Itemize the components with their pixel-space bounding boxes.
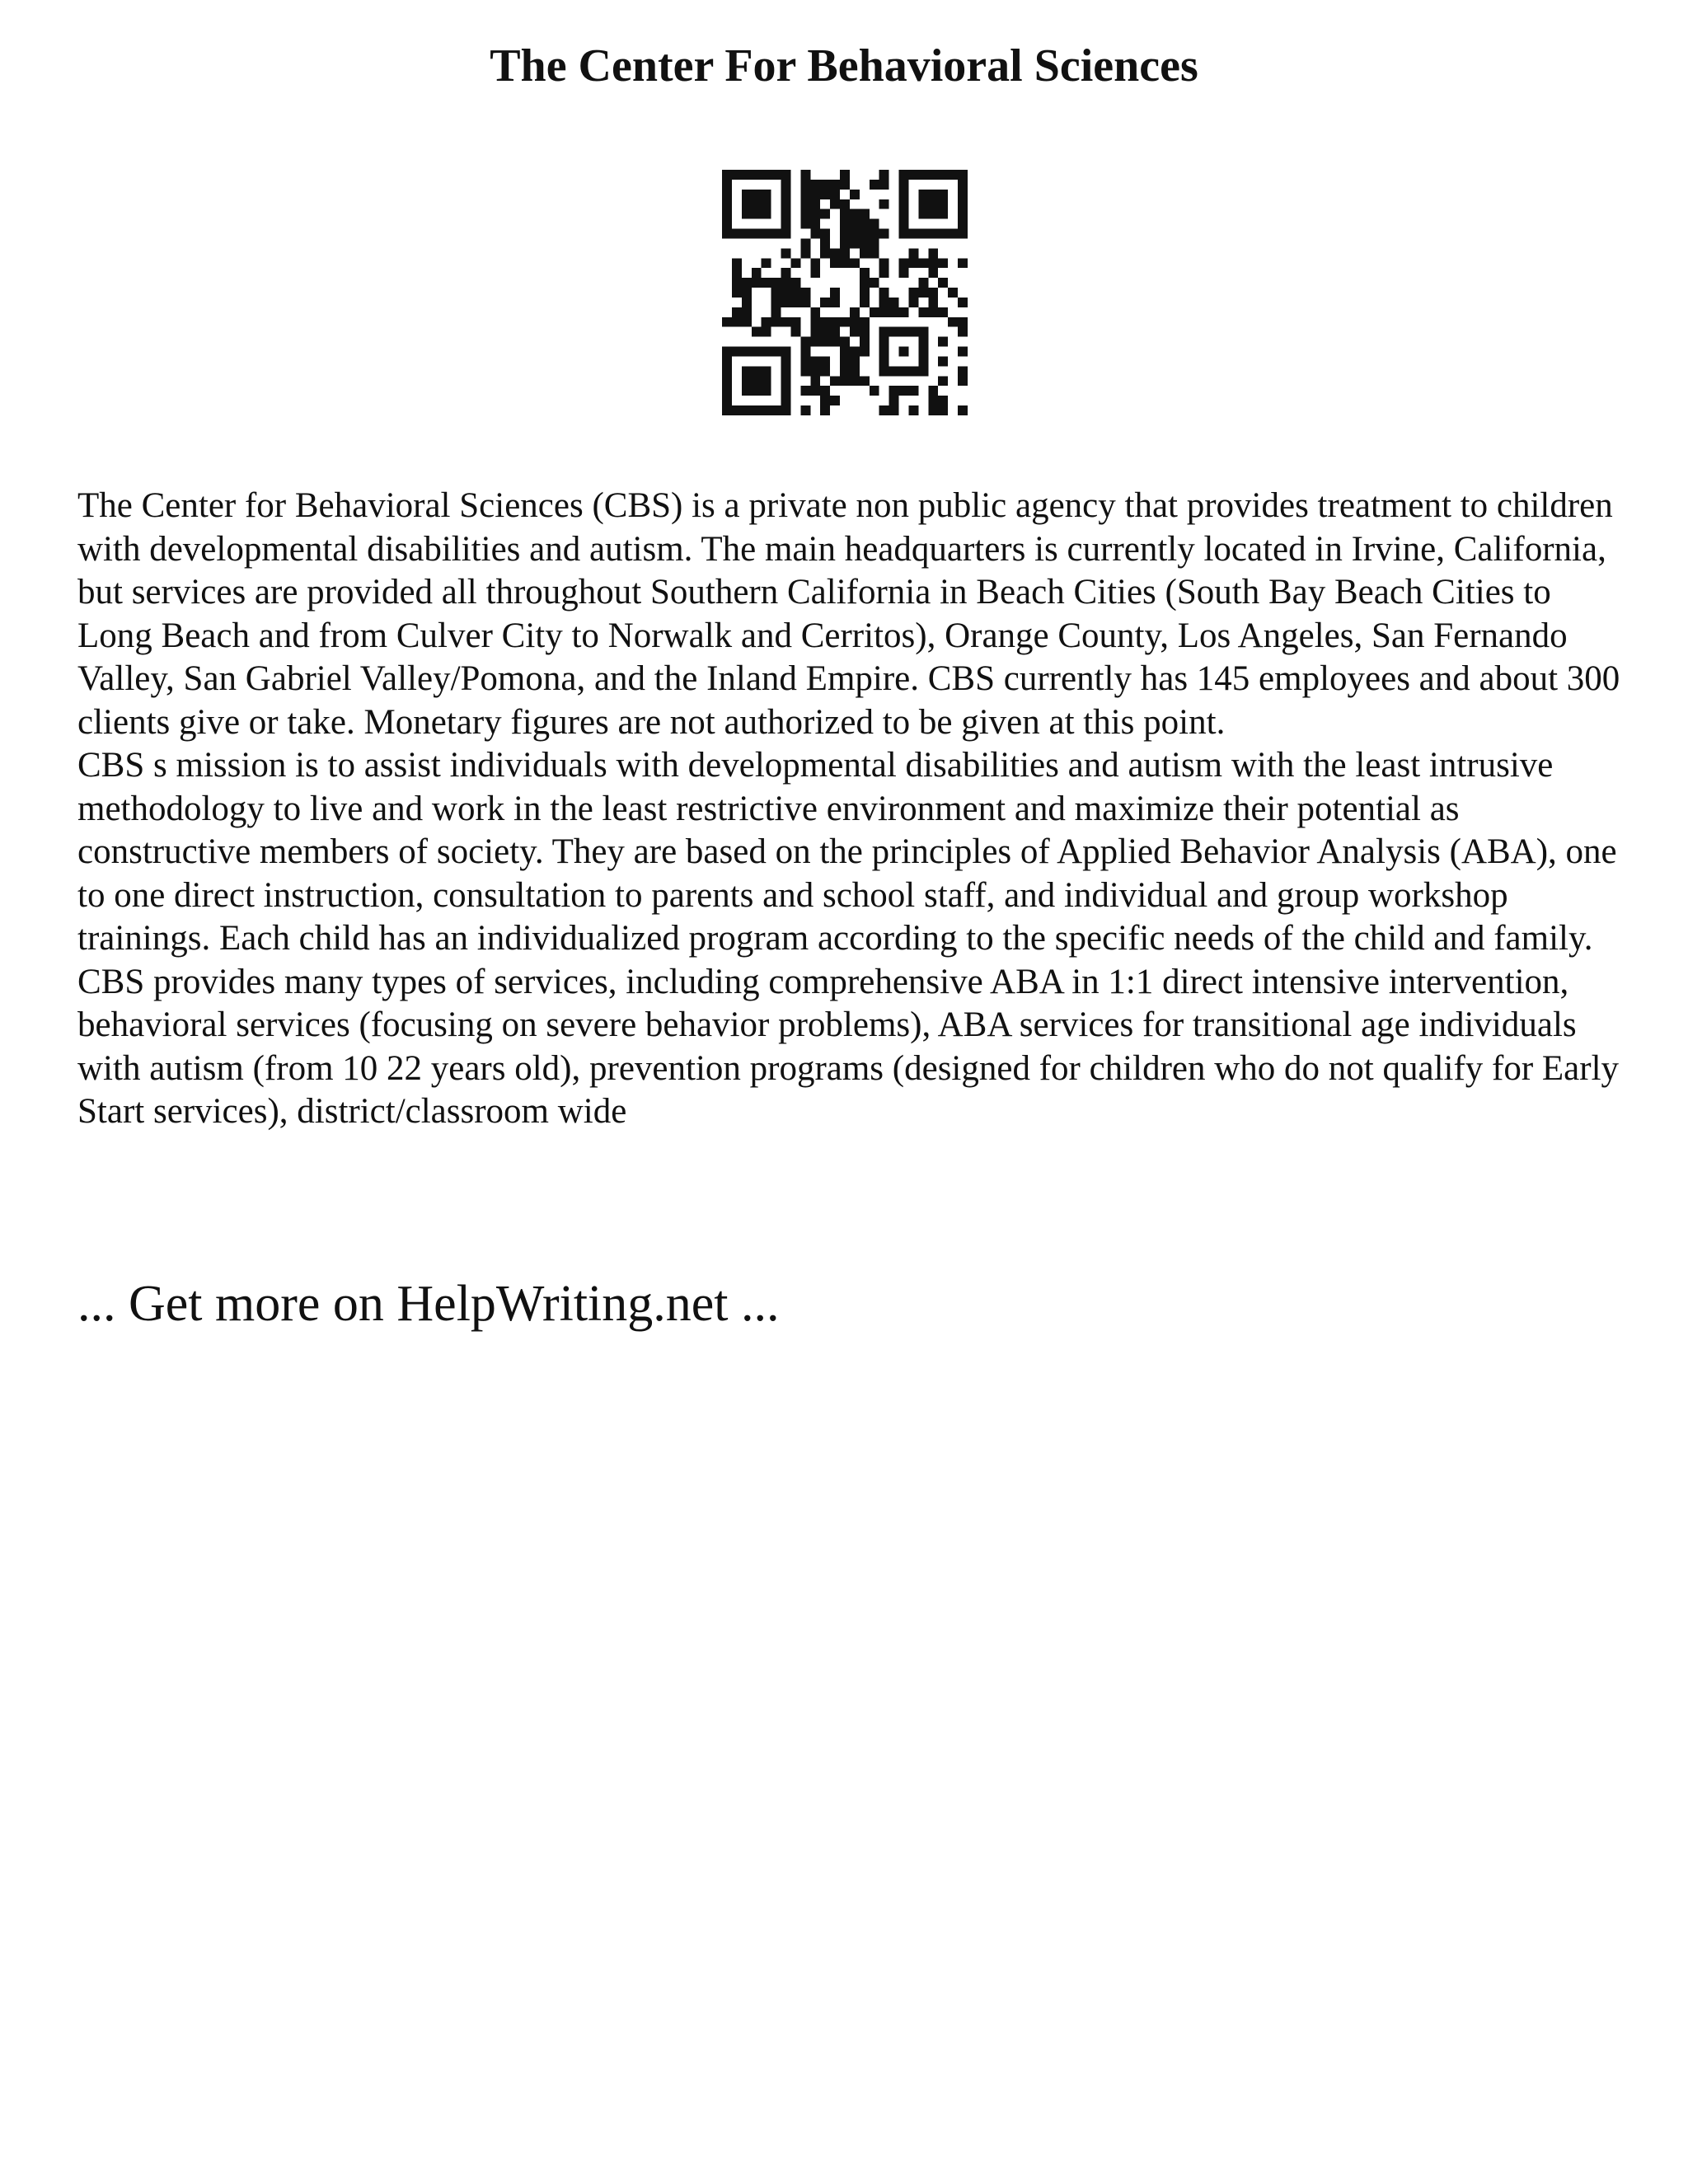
qr-module bbox=[810, 180, 820, 190]
qr-module bbox=[762, 278, 771, 288]
qr-module bbox=[879, 170, 889, 180]
qr-module bbox=[879, 288, 889, 298]
qr-module bbox=[870, 248, 879, 258]
qr-finder-pattern bbox=[899, 229, 968, 239]
qr-finder-pattern bbox=[722, 229, 790, 239]
qr-module bbox=[860, 337, 870, 347]
qr-finder-pattern bbox=[742, 190, 771, 219]
get-more-link[interactable]: ... Get more on HelpWriting.net ... bbox=[77, 1276, 780, 1332]
qr-module bbox=[820, 356, 830, 366]
qr-module bbox=[810, 376, 820, 386]
qr-module bbox=[860, 268, 870, 278]
qr-module bbox=[800, 386, 810, 396]
qr-module bbox=[860, 317, 870, 327]
qr-module bbox=[879, 180, 889, 190]
qr-module bbox=[840, 229, 850, 239]
qr-module bbox=[908, 405, 918, 415]
qr-module bbox=[742, 307, 752, 317]
qr-finder-pattern bbox=[781, 347, 791, 415]
qr-module bbox=[742, 317, 752, 327]
qr-module bbox=[800, 298, 810, 307]
qr-module bbox=[899, 307, 909, 317]
qr-module bbox=[958, 258, 968, 268]
qr-module bbox=[762, 327, 771, 337]
qr-module bbox=[918, 307, 928, 317]
qr-module bbox=[918, 258, 928, 268]
qr-module bbox=[810, 229, 820, 239]
qr-module bbox=[879, 405, 889, 415]
qr-module bbox=[762, 317, 771, 327]
qr-module bbox=[820, 180, 830, 190]
qr-module bbox=[840, 170, 850, 180]
qr-module bbox=[722, 317, 732, 327]
qr-module bbox=[870, 307, 879, 317]
qr-module bbox=[820, 386, 830, 396]
qr-module bbox=[781, 298, 791, 307]
qr-module bbox=[810, 307, 820, 317]
qr-module bbox=[840, 258, 850, 268]
qr-module bbox=[820, 248, 830, 258]
qr-finder-pattern bbox=[899, 170, 968, 180]
qr-module bbox=[840, 199, 850, 209]
qr-module bbox=[820, 238, 830, 248]
qr-module bbox=[732, 288, 742, 298]
qr-module bbox=[781, 288, 791, 298]
qr-module bbox=[958, 347, 968, 357]
qr-module bbox=[958, 376, 968, 386]
qr-module bbox=[928, 405, 938, 415]
qr-module bbox=[840, 376, 850, 386]
qr-module bbox=[850, 229, 860, 239]
qr-module bbox=[850, 219, 860, 229]
qr-alignment-pattern bbox=[879, 327, 889, 377]
qr-module bbox=[800, 238, 810, 248]
qr-module bbox=[850, 366, 860, 376]
qr-module bbox=[938, 376, 948, 386]
qr-module bbox=[850, 307, 860, 317]
qr-module bbox=[810, 219, 820, 229]
qr-module bbox=[732, 307, 742, 317]
qr-module bbox=[918, 288, 928, 298]
qr-module bbox=[899, 268, 909, 278]
qr-module bbox=[850, 209, 860, 219]
qr-module bbox=[790, 258, 800, 268]
qr-module bbox=[830, 298, 840, 307]
qr-module bbox=[781, 278, 791, 288]
qr-module bbox=[742, 298, 752, 307]
qr-module bbox=[928, 248, 938, 258]
qr-module bbox=[830, 199, 840, 209]
qr-module bbox=[899, 386, 909, 396]
qr-module bbox=[928, 298, 938, 307]
qr-module bbox=[830, 190, 840, 199]
qr-module bbox=[850, 376, 860, 386]
qr-module bbox=[762, 258, 771, 268]
qr-module bbox=[840, 337, 850, 347]
qr-alignment-pattern bbox=[918, 327, 928, 377]
qr-module bbox=[850, 356, 860, 366]
qr-module bbox=[860, 376, 870, 386]
qr-module bbox=[860, 219, 870, 229]
qr-module bbox=[742, 278, 752, 288]
qr-module bbox=[850, 347, 860, 357]
body-text bbox=[77, 485, 1627, 1134]
qr-finder-pattern bbox=[742, 366, 771, 396]
qr-module bbox=[850, 190, 860, 199]
qr-module bbox=[860, 229, 870, 239]
qr-module bbox=[928, 396, 938, 405]
qr-module bbox=[830, 180, 840, 190]
qr-module bbox=[879, 229, 889, 239]
page-title: The Center For Behavioral Sciences bbox=[490, 40, 1198, 91]
qr-module bbox=[938, 278, 948, 288]
qr-module bbox=[860, 248, 870, 258]
qr-module bbox=[800, 288, 810, 298]
qr-code-icon bbox=[722, 170, 968, 415]
qr-module bbox=[810, 209, 820, 219]
qr-module bbox=[810, 356, 820, 366]
qr-finder-pattern bbox=[722, 347, 732, 415]
qr-module bbox=[781, 268, 791, 278]
qr-module bbox=[810, 190, 820, 199]
qr-module bbox=[840, 366, 850, 376]
qr-module bbox=[889, 307, 899, 317]
qr-module bbox=[830, 396, 840, 405]
paragraph-1: The Center for Behavioral Sciences (CBS) is a private non public agency that provides treatment to children with developmental disabilities and autism. The main headquarters is currently located in Irvine, California, but services are provided all throughout Southern California in Beach Cities (South Bay Beach Cities to Long Beach and from Culver City to Norwalk and Cerritos), Orange County, Los Angeles, San Fernando Valley, San Gabriel Valley/Pomona, and the Inland Empire. CBS currently has 145 employees and about 300 clients give or take. Monetary figures are not authorized to be given at this point. bbox=[77, 486, 1620, 742]
qr-module bbox=[879, 258, 889, 268]
qr-module bbox=[840, 356, 850, 366]
qr-module bbox=[771, 298, 781, 307]
qr-module bbox=[732, 258, 742, 268]
qr-module bbox=[870, 219, 879, 229]
qr-module bbox=[850, 258, 860, 268]
qr-module bbox=[928, 386, 938, 396]
qr-module bbox=[948, 317, 958, 327]
qr-module bbox=[752, 278, 762, 288]
qr-module bbox=[840, 238, 850, 248]
qr-module bbox=[938, 258, 948, 268]
qr-module bbox=[790, 278, 800, 288]
qr-module bbox=[732, 278, 742, 288]
qr-finder-pattern bbox=[781, 170, 791, 238]
qr-module bbox=[879, 268, 889, 278]
qr-module bbox=[742, 288, 752, 298]
qr-module bbox=[820, 366, 830, 376]
qr-module bbox=[810, 366, 820, 376]
qr-module bbox=[830, 317, 840, 327]
qr-module bbox=[928, 258, 938, 268]
qr-module bbox=[889, 386, 899, 396]
qr-module bbox=[958, 327, 968, 337]
qr-module bbox=[870, 278, 879, 288]
qr-module bbox=[938, 396, 948, 405]
qr-module bbox=[732, 317, 742, 327]
qr-module bbox=[860, 347, 870, 357]
qr-module bbox=[860, 298, 870, 307]
qr-module bbox=[820, 229, 830, 239]
qr-module bbox=[820, 396, 830, 405]
qr-module bbox=[879, 298, 889, 307]
qr-module bbox=[958, 317, 968, 327]
qr-module bbox=[850, 317, 860, 327]
qr-module bbox=[908, 248, 918, 258]
qr-module bbox=[870, 180, 879, 190]
paragraph-2: CBS s mission is to assist individuals with developmental disabilities and autism with the least intrusive methodology to live and work in the least restrictive environment and maximize their potential as constructive members of society. They are based on the principles of Applied Behavior Analysis (ABA), one to one direct instruction, consultation to parents and school staff, and individual and group workshop trainings. Each child has an individualized program according to the specific needs of the child and family. bbox=[77, 746, 1617, 958]
qr-module bbox=[810, 386, 820, 396]
qr-module bbox=[889, 298, 899, 307]
qr-finder-pattern bbox=[722, 170, 732, 238]
qr-module bbox=[800, 199, 810, 209]
qr-code-graphic bbox=[722, 170, 968, 415]
qr-module bbox=[958, 405, 968, 415]
qr-module bbox=[860, 238, 870, 248]
qr-module bbox=[870, 229, 879, 239]
qr-module bbox=[830, 288, 840, 298]
qr-module bbox=[830, 258, 840, 268]
qr-module bbox=[928, 268, 938, 278]
qr-module bbox=[938, 356, 948, 366]
qr-module bbox=[830, 376, 840, 386]
qr-module bbox=[899, 258, 909, 268]
qr-module bbox=[870, 386, 879, 396]
qr-module bbox=[889, 405, 899, 415]
qr-module bbox=[840, 317, 850, 327]
qr-module bbox=[800, 248, 810, 258]
qr-module bbox=[860, 327, 870, 337]
qr-module bbox=[918, 278, 928, 288]
qr-module bbox=[752, 327, 762, 337]
qr-module bbox=[850, 238, 860, 248]
qr-module bbox=[800, 180, 810, 190]
qr-finder-pattern bbox=[722, 405, 790, 415]
qr-module bbox=[800, 170, 810, 180]
qr-module bbox=[860, 209, 870, 219]
qr-module bbox=[800, 209, 810, 219]
qr-finder-pattern bbox=[722, 170, 790, 180]
qr-module bbox=[771, 278, 781, 288]
qr-module bbox=[860, 278, 870, 288]
qr-module bbox=[800, 405, 810, 415]
qr-module bbox=[810, 268, 820, 278]
qr-module bbox=[889, 396, 899, 405]
qr-module bbox=[928, 307, 938, 317]
qr-module bbox=[938, 405, 948, 415]
qr-module bbox=[948, 288, 958, 298]
qr-module bbox=[908, 386, 918, 396]
qr-module bbox=[958, 298, 968, 307]
qr-module bbox=[879, 199, 889, 209]
qr-module bbox=[781, 317, 791, 327]
qr-module bbox=[781, 248, 791, 258]
qr-module bbox=[840, 248, 850, 258]
qr-module bbox=[820, 337, 830, 347]
paragraph-3: CBS provides many types of services, including comprehensive ABA in 1:1 direct intensive intervention, behavioral services (focusing on severe behavior problems), ABA services for transitional age individuals with autism (from 10 22 years old), prevention programs (designed for children who do not qualify for Early Start services), district/classroom wide bbox=[77, 962, 1620, 1131]
qr-module bbox=[830, 327, 840, 337]
qr-module bbox=[840, 209, 850, 219]
qr-module bbox=[732, 268, 742, 278]
qr-module bbox=[908, 288, 918, 298]
qr-module bbox=[830, 248, 840, 258]
qr-module bbox=[958, 366, 968, 376]
qr-module bbox=[850, 327, 860, 337]
qr-module bbox=[830, 337, 840, 347]
qr-module bbox=[810, 317, 820, 327]
qr-module bbox=[800, 190, 810, 199]
qr-module bbox=[938, 307, 948, 317]
qr-module bbox=[810, 258, 820, 268]
qr-module bbox=[870, 238, 879, 248]
qr-alignment-pattern bbox=[899, 347, 909, 357]
qr-module bbox=[820, 317, 830, 327]
qr-module bbox=[752, 268, 762, 278]
qr-module bbox=[840, 347, 850, 357]
qr-finder-pattern bbox=[722, 347, 790, 357]
qr-module bbox=[790, 298, 800, 307]
qr-module bbox=[800, 219, 810, 229]
qr-module bbox=[840, 219, 850, 229]
qr-module bbox=[771, 307, 781, 317]
qr-module bbox=[810, 337, 820, 347]
qr-finder-pattern bbox=[958, 170, 968, 238]
qr-module bbox=[908, 298, 918, 307]
qr-module bbox=[820, 190, 830, 199]
qr-finder-pattern bbox=[899, 170, 909, 238]
qr-module bbox=[860, 288, 870, 298]
qr-module bbox=[928, 288, 938, 298]
qr-module bbox=[820, 405, 830, 415]
qr-module bbox=[800, 356, 810, 366]
qr-module bbox=[800, 366, 810, 376]
qr-finder-pattern bbox=[918, 190, 948, 219]
qr-module bbox=[820, 327, 830, 337]
qr-module bbox=[938, 337, 948, 347]
qr-module bbox=[810, 199, 820, 209]
qr-module bbox=[820, 209, 830, 219]
qr-module bbox=[790, 317, 800, 327]
qr-module bbox=[908, 258, 918, 268]
qr-module bbox=[771, 288, 781, 298]
qr-module bbox=[840, 180, 850, 190]
qr-module bbox=[810, 327, 820, 337]
qr-module bbox=[790, 288, 800, 298]
qr-module bbox=[800, 337, 810, 347]
qr-module bbox=[800, 347, 810, 357]
qr-module bbox=[879, 307, 889, 317]
qr-module bbox=[820, 298, 830, 307]
qr-module bbox=[771, 317, 781, 327]
qr-module bbox=[790, 327, 800, 337]
